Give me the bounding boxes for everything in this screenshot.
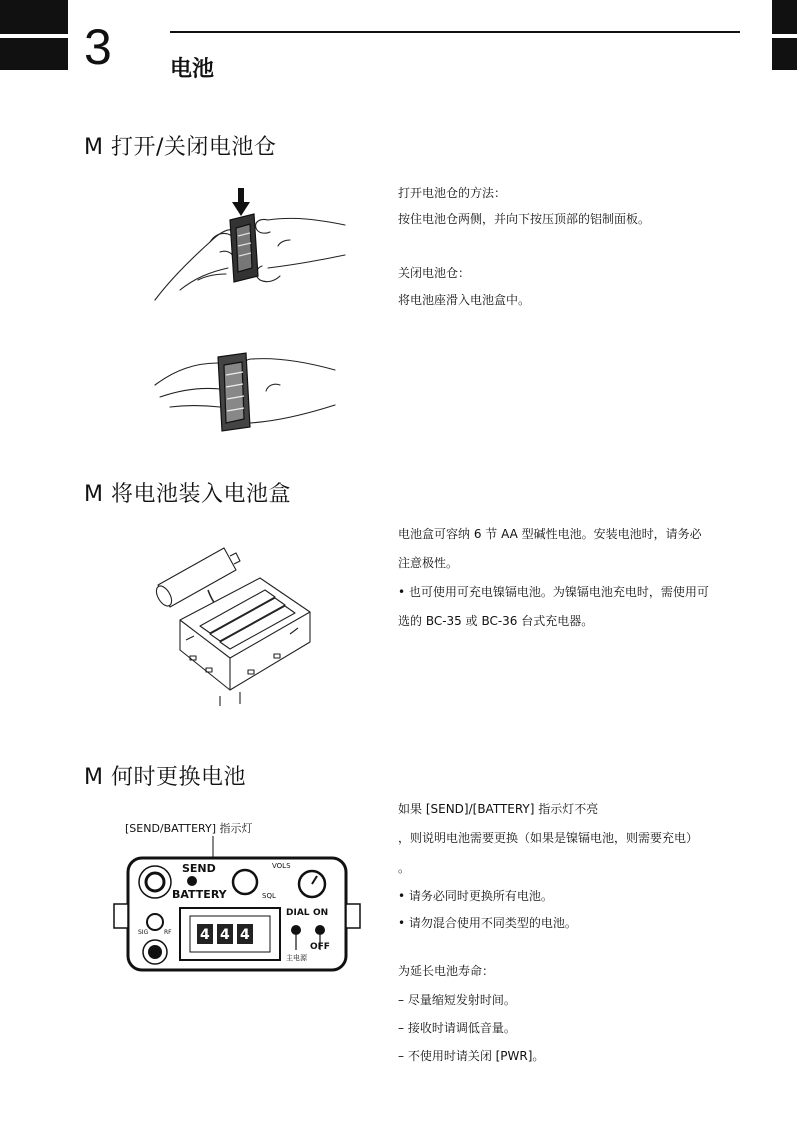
section-title-open-close: M 打开/关闭电池仓 [84, 135, 277, 160]
life-tip-3: – 不使用时请关闭 [PWR]。 [398, 1049, 545, 1063]
corner-bar-top-right [772, 0, 797, 34]
life-tip-2: – 接收时请调低音量。 [398, 1021, 516, 1035]
close-method-text: 将电池座滑入电池盒中。 [398, 293, 531, 307]
indicator-text-line2: ，则说明电池需要更换（如果是镍镉电池，则需要充电） [398, 831, 699, 845]
life-heading: 为延长电池寿命： [398, 964, 495, 978]
callout-label: [SEND/BATTERY] 指示灯 [125, 822, 253, 835]
send-label: SEND [182, 862, 216, 875]
on-label: ON [313, 908, 329, 918]
figure-radio-panel [110, 818, 365, 978]
nicd-text-line1: • 也可使用可充电镍镉电池。为镍镉电池充电时，需使用可 [398, 585, 709, 599]
header-rule [170, 31, 740, 33]
nicd-text-line2: 选的 BC-35 或 BC-36 台式充电器。 [398, 614, 594, 628]
close-method-heading: 关闭电池仓： [398, 266, 471, 280]
side-label-sig: SIG [138, 929, 149, 936]
capacity-text-line2: 注意极性。 [398, 556, 459, 570]
figure-battery-holder [150, 530, 325, 710]
battery-label: BATTERY [172, 888, 227, 901]
chapter-title: 电池 [170, 57, 215, 82]
corner-bar-top-left [0, 0, 68, 34]
replace-all-bullet: • 请务必同时更换所有电池。 [398, 889, 553, 903]
main-power-label: 主电源 [286, 954, 307, 962]
figure-close-battery-case [150, 335, 340, 435]
indicator-text-line1: 如果 [SEND]/[BATTERY] 指示灯不亮 [398, 802, 599, 816]
digit-1: 4 [200, 927, 210, 943]
figure-open-battery-case [150, 180, 350, 310]
open-method-heading: 打开电池仓的方法： [398, 186, 507, 200]
no-mix-bullet: • 请勿混合使用不同类型的电池。 [398, 916, 577, 930]
section-title-replace-batteries: M 何时更换电池 [84, 765, 246, 790]
indicator-text-line3: 。 [398, 861, 411, 875]
section-title-install-batteries: M 将电池装入电池盒 [84, 482, 291, 507]
digit-3: 4 [240, 927, 250, 943]
chapter-number: 3 [84, 19, 112, 75]
corner-bar-bottom-left [0, 38, 68, 70]
sql-label: SQL [262, 892, 276, 900]
life-tip-1: – 尽量缩短发射时间。 [398, 993, 516, 1007]
vols-label: VOLS [272, 862, 291, 870]
capacity-text-line1: 电池盒可容纳 6 节 AA 型碱性电池。安装电池时，请务必 [398, 527, 702, 541]
digit-2: 4 [220, 927, 230, 943]
open-method-text: 按住电池仓两侧，并向下按压顶部的铝制面板。 [398, 212, 651, 226]
dial-label: DIAL [286, 908, 310, 918]
corner-bar-bottom-right [772, 38, 797, 70]
off-label: OFF [310, 942, 330, 952]
side-label-rf: RF [164, 929, 172, 936]
